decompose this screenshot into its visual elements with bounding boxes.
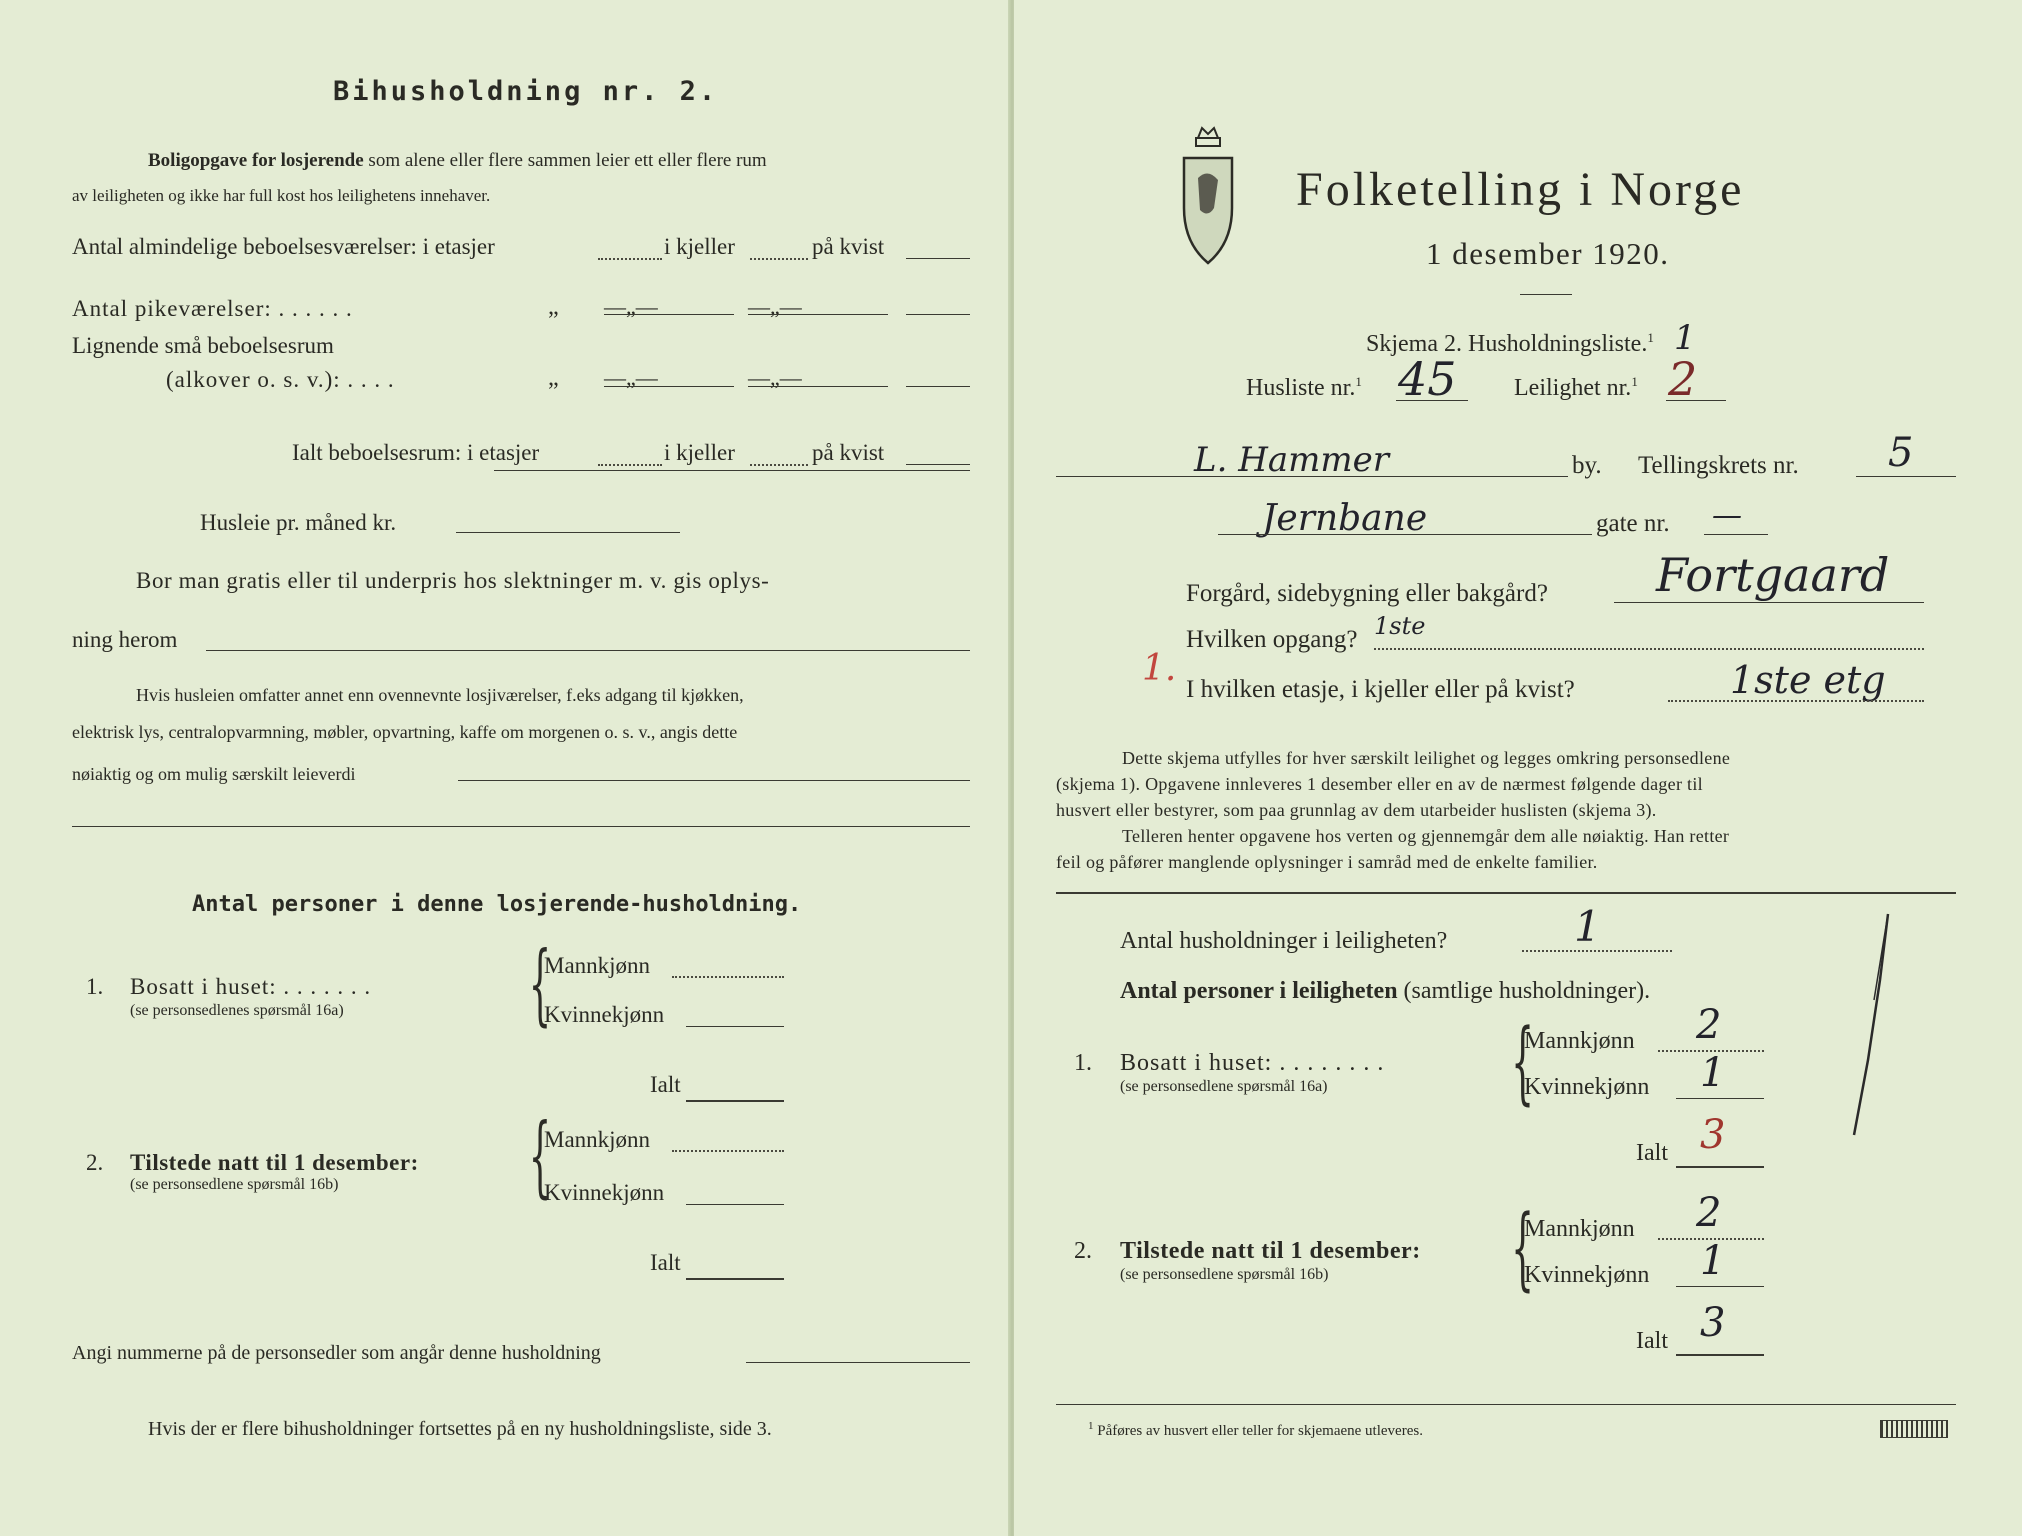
ialt-etasjer-field[interactable] — [598, 464, 662, 466]
para1-line-1: Dette skjema utfylles for hver særskilt leilighet og legges omkring personsedlene — [1122, 748, 1731, 768]
right-q1-ialt-value[interactable]: 3 — [1700, 1112, 1726, 1158]
left-q2-label: Tilstede natt til 1 desember: — [130, 1150, 419, 1175]
husleie-label: Husleie pr. måned kr. — [200, 510, 397, 535]
left-q1-label: Bosatt i huset: . . . . . . . — [130, 974, 372, 999]
gate-nr-value[interactable]: — — [1712, 498, 1742, 533]
footnote-text — [1088, 1420, 1423, 1440]
antal-personer-heading: Antal personer i denne losjerende-husholdning. — [192, 892, 802, 917]
ialt-kvist-label: på kvist — [812, 440, 885, 465]
intro-line-2: av leiligheten og ikke har full kost hos leilighetens innehaver. — [72, 186, 491, 205]
pike-quote: „ — [548, 294, 559, 320]
right-date: 1 desember 1920. — [1426, 236, 1670, 271]
etasje-label: I hvilken etasje, i kjeller eller på kvist? — [1186, 676, 1575, 703]
right-q2-ialt-field[interactable] — [1676, 1354, 1764, 1356]
hvis-line-3: nøiaktig og om mulig særskilt leieverdi — [72, 764, 356, 784]
hvis-line-2: elektrisk lys, centralopvarmning, møbler, opvartning, kaffe om morgenen o. s. v., angis dette — [72, 722, 738, 742]
right-q2-ialt-value[interactable]: 3 — [1700, 1300, 1726, 1346]
footnote-divider — [1056, 1404, 1956, 1405]
right-q1-kvinne-label: Kvinnekjønn — [1524, 1074, 1650, 1100]
left-q2-ialt-field[interactable] — [686, 1278, 784, 1280]
intro-line-1 — [148, 150, 767, 172]
right-q1-ialt-field[interactable] — [1676, 1166, 1764, 1168]
left-q1-ialt-field[interactable] — [686, 1100, 784, 1102]
section-divider — [1056, 892, 1956, 894]
left-q2-num: 2. — [86, 1150, 104, 1175]
lignende-line-a[interactable] — [604, 386, 734, 387]
tellingskrets-value[interactable]: 5 — [1888, 430, 1914, 476]
left-q2-kvinne-field[interactable] — [686, 1204, 784, 1205]
pike-line-2[interactable] — [748, 314, 888, 315]
right-q1-kvinne-value[interactable]: 1 — [1700, 1050, 1726, 1096]
leilighet-field[interactable] — [1666, 400, 1726, 401]
bor-line-1: Bor man gratis eller til underpris hos slektninger m. v. gis oplys- — [136, 568, 770, 593]
by-value[interactable]: L. Hammer — [1194, 440, 1389, 480]
gate-nr-field[interactable] — [1704, 534, 1768, 535]
lignende-line-2: (alkover o. s. v.): . . . . — [166, 367, 395, 392]
husliste-footnote-marker: 1 — [1355, 374, 1362, 389]
etasje-red-mark: 1. — [1142, 648, 1177, 689]
antal-pers-heading — [1120, 978, 1650, 1005]
right-q1-num: 1. — [1074, 1050, 1092, 1076]
right-q2-brace: { — [1511, 1196, 1535, 1301]
husliste-value[interactable]: 45 — [1398, 352, 1457, 406]
left-q2-sub: (se personsedlene spørsmål 16b) — [130, 1176, 339, 1193]
left-q2-mann-label: Mannkjønn — [544, 1127, 651, 1152]
rooms-label: Antal almindelige beboelsesværelser: i etasjer — [72, 234, 495, 259]
leilighet-label — [1514, 374, 1638, 402]
right-q2-kvinne-value[interactable]: 1 — [1700, 1238, 1726, 1284]
ialt-underline — [494, 470, 970, 471]
right-q2-label: Tilstede natt til 1 desember: — [1120, 1238, 1421, 1264]
antal-hush-label: Antal husholdninger i leiligheten? — [1120, 928, 1448, 954]
by-label: by. — [1572, 452, 1602, 479]
bor-line-2: ning herom — [72, 627, 178, 652]
antal-pers-rest: (samtlige husholdninger). — [1403, 978, 1651, 1004]
hvis-line-1: Hvis husleien omfatter annet enn ovennevnte losjiværelser, f.eks adgang til kjøkken, — [136, 685, 744, 705]
right-q1-kvinne-field[interactable] — [1676, 1098, 1764, 1099]
right-q2-mann-value[interactable]: 2 — [1696, 1190, 1722, 1236]
intro-bold: Boligopgave for losjerende — [148, 150, 364, 171]
gate-label: gate nr. — [1596, 510, 1670, 537]
lignende-line-1: Lignende små beboelsesrum — [72, 333, 334, 358]
etasje-value[interactable]: 1ste etg — [1730, 658, 1886, 702]
ialt-kjeller-field[interactable] — [750, 464, 808, 466]
footnote-number: 1 — [1088, 1420, 1094, 1432]
right-q2-mann-label: Mannkjønn — [1524, 1216, 1635, 1242]
ialt-kjeller-label: i kjeller — [664, 440, 735, 465]
bor-field[interactable] — [206, 650, 970, 651]
leilighet-footnote-marker: 1 — [1631, 374, 1638, 389]
husliste-field[interactable] — [1396, 400, 1468, 401]
right-q1-mann-value[interactable]: 2 — [1696, 1002, 1722, 1048]
husleie-field[interactable] — [456, 532, 680, 533]
left-q1-kvinne-field[interactable] — [686, 1026, 784, 1027]
etasje-field[interactable] — [1668, 700, 1924, 702]
right-q2-kvinne-label: Kvinnekjønn — [1524, 1262, 1650, 1288]
rooms-kjeller-label: i kjeller — [664, 234, 735, 259]
left-q1-num: 1. — [86, 974, 104, 999]
leilighet-value[interactable]: 2 — [1668, 352, 1698, 406]
pike-dash-2: —„— — [748, 294, 802, 319]
left-q2-ialt-label: Ialt — [650, 1250, 681, 1275]
left-q1-brace: { — [528, 932, 552, 1035]
pen-stroke-mark — [1840, 910, 1900, 1140]
left-q1-mann-field[interactable] — [672, 976, 784, 978]
antal-hush-field[interactable] — [1522, 950, 1672, 952]
right-q2-kvinne-field[interactable] — [1676, 1286, 1764, 1287]
para2-line-1: Telleren henter opgavene hos verten og gjennemgår dem alle nøiaktig. Han retter — [1122, 826, 1730, 846]
antal-hush-value[interactable]: 1 — [1574, 902, 1601, 951]
gate-field[interactable] — [1218, 534, 1592, 535]
antal-pers-bold: Antal personer i leiligheten — [1120, 978, 1398, 1004]
leieverdi-extra-line[interactable] — [72, 826, 970, 827]
angi-field[interactable] — [746, 1362, 970, 1363]
opgang-value[interactable]: 1ste — [1374, 612, 1426, 640]
left-title: Bihusholdning nr. 2. — [333, 76, 719, 107]
skjema-footnote-marker: 1 — [1647, 330, 1654, 345]
tellingskrets-field[interactable] — [1856, 476, 1956, 477]
left-q1-sub: (se personsedlenes spørsmål 16a) — [130, 1002, 344, 1019]
ialt-rooms-label: Ialt beboelsesrum: i etasjer — [292, 440, 540, 465]
left-q2-brace: { — [528, 1104, 552, 1207]
lignende-dash-2: —„— — [748, 365, 802, 390]
angi-label: Angi nummerne på de personsedler som angår denne husholdning — [72, 1342, 601, 1364]
forgard-label: Forgård, sidebygning eller bakgård? — [1186, 580, 1548, 607]
gate-value[interactable]: Jernbane — [1262, 498, 1428, 539]
ialt-kvist-field[interactable] — [906, 464, 970, 465]
right-q1-sub: (se personsedlene spørsmål 16a) — [1120, 1078, 1328, 1095]
rooms-etasjer-field[interactable] — [598, 258, 662, 260]
husliste-label — [1246, 374, 1362, 402]
right-q1-ialt-label: Ialt — [1636, 1140, 1668, 1166]
coat-of-arms — [1178, 118, 1238, 268]
right-q1-mann-label: Mannkjønn — [1524, 1028, 1635, 1054]
pike-label: Antal pikeværelser: . . . . . . — [72, 296, 353, 321]
right-q1-brace: { — [1511, 1010, 1535, 1115]
forgard-field[interactable] — [1614, 602, 1924, 603]
pike-dash-1: —„— — [604, 294, 658, 319]
husliste-text: Husliste nr. — [1246, 375, 1356, 401]
lignende-quote: „ — [548, 365, 559, 391]
left-q1-kvinne-label: Kvinnekjønn — [544, 1002, 665, 1027]
pike-line-1[interactable] — [604, 314, 734, 315]
lignende-dash-1: —„— — [604, 365, 658, 390]
left-footer: Hvis der er flere bihusholdninger fortsettes på en ny husholdningsliste, side 3. — [148, 1418, 772, 1440]
footnote-body: Påføres av husvert eller teller for skjemaene utleveres. — [1097, 1423, 1423, 1439]
right-q1-label: Bosatt i huset: . . . . . . . . — [1120, 1050, 1385, 1076]
tellingskrets-label: Tellingskrets nr. — [1638, 452, 1799, 479]
left-q2-kvinne-label: Kvinnekjønn — [544, 1180, 665, 1205]
right-title: Folketelling i Norge — [1296, 163, 1745, 216]
by-field[interactable] — [1056, 476, 1568, 477]
right-q2-ialt-label: Ialt — [1636, 1328, 1668, 1354]
opgang-field[interactable] — [1374, 648, 1924, 650]
rooms-kjeller-field[interactable] — [750, 258, 808, 260]
para1-line-3: husvert eller bestyrer, som paa grunnlag av dem utarbeider huslisten (skjema 3). — [1056, 800, 1657, 820]
leieverdi-field[interactable] — [458, 780, 970, 781]
rooms-kvist-label: på kvist — [812, 234, 885, 259]
left-q1-ialt-label: Ialt — [650, 1072, 681, 1097]
intro-rest: som alene eller flere sammen leier ett eller flere rum — [368, 150, 767, 171]
para1-line-2: (skjema 1). Opgavene innleveres 1 desember eller en av de nærmest følgende dager til — [1056, 774, 1703, 794]
right-q2-sub: (se personsedlene spørsmål 16b) — [1120, 1266, 1329, 1283]
pike-line-3[interactable] — [906, 314, 970, 315]
right-q2-num: 2. — [1074, 1238, 1092, 1264]
rooms-kvist-field[interactable] — [906, 258, 970, 259]
para2-line-2: feil og påfører manglende oplysninger i samråd med de enkelte familier. — [1056, 852, 1598, 872]
lignende-line-c[interactable] — [906, 386, 970, 387]
lignende-line-b[interactable] — [748, 386, 888, 387]
left-q2-mann-field[interactable] — [672, 1150, 784, 1152]
left-q1-mann-label: Mannkjønn — [544, 953, 651, 978]
opgang-label: Hvilken opgang? — [1186, 626, 1358, 653]
forgard-value[interactable]: Fortgaard — [1656, 548, 1890, 602]
title-divider — [1520, 294, 1572, 295]
leilighet-text: Leilighet nr. — [1514, 375, 1632, 401]
printer-stamp — [1880, 1420, 1948, 1438]
husholdningsliste-mark: 1 — [1674, 318, 1696, 358]
skjema-text: Skjema 2. Husholdningsliste. — [1366, 331, 1648, 357]
